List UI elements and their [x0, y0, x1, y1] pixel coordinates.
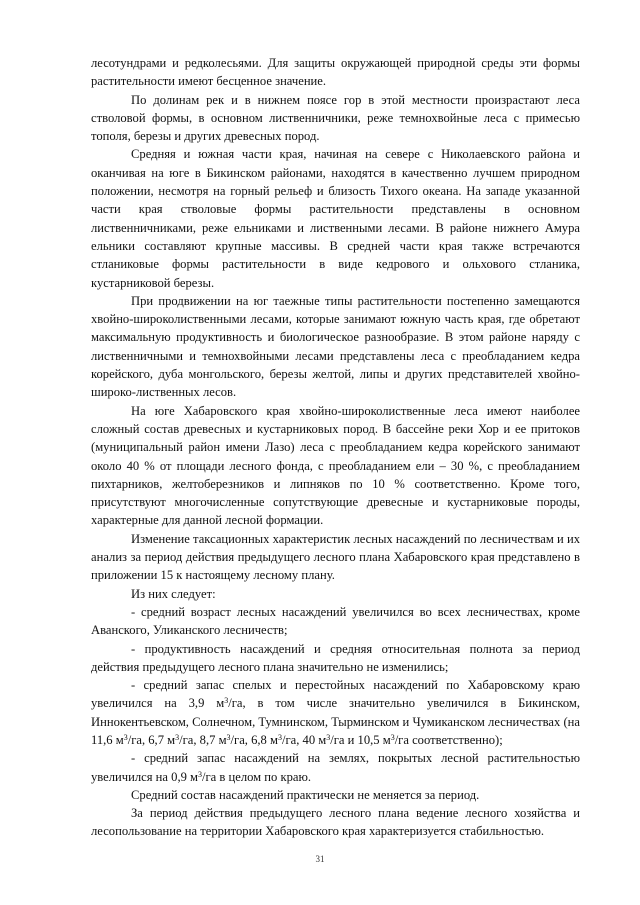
- text-run: /га, 6,8 м: [230, 732, 278, 747]
- superscript: 3: [277, 732, 282, 742]
- paragraph: По долинам рек и в нижнем поясе гор в этой местности произрастают леса стволовой формы, в основном лиственничники, реже темнохвойные леса с примесью тополя, березы и других древесных пород.: [91, 92, 580, 144]
- paragraph: Средний состав насаждений практически не меняется за период.: [131, 787, 480, 802]
- superscript: 3: [326, 732, 331, 742]
- text-run: /га, в том числе значительно увеличился в Бикинском, Иннокентьевском, Солнечном, Тумнинском, Тырминском и Чумиканском лесничествах (на 11,6 м: [91, 696, 580, 747]
- superscript: 3: [198, 769, 203, 779]
- list-item: [91, 749, 580, 786]
- document-body: [91, 54, 580, 841]
- superscript: 3: [390, 732, 395, 742]
- paragraph: Изменение таксационных характеристик лесных насаждений по лесничествам и их анализ за период действия предыдущего лесного плана Хабаровского края представлено в приложении 15 к настоящему лесному плану.: [91, 531, 580, 583]
- text-run: /га соответственно);: [394, 732, 503, 747]
- superscript: 3: [226, 732, 231, 742]
- text-run: /га, 40 м: [281, 732, 327, 747]
- text-run: /га и 10,5 м: [330, 732, 391, 747]
- paragraph: Из них следует:: [131, 586, 216, 601]
- list-item: - продуктивность насаждений и средняя относительная полнота за период действия предыдущего лесного плана значительно не изменились;: [91, 641, 580, 674]
- list-item: - средний возраст лесных насаждений увеличился во всех лесничествах, кроме Аванского, Уликанского лесничеств;: [91, 604, 580, 638]
- text-run: /га, 6,7 м: [127, 732, 176, 747]
- paragraph: лесотундрами и редколесьями. Для защиты окружающей природной среды эти формы растительности имеют бесценное значение.: [91, 56, 580, 89]
- paragraph: На юге Хабаровского края хвойно-широколиственные леса имеют наиболее сложный состав древесных и кустарниковых пород. В бассейне реки Хор и ее притоков (муниципальный район имени Лазо) леса с преобладанием кедра корейского занимают около 40 % от площади лесного фонда, с преобладанием ели – 30 %, с преобладанием пихтарников, желтоберезников и липняков по 10 % соответственно. Кроме того, присутствуют многочисленные сопутствующие древесные и кустарниковые породы, характерные для данной лесной формации.: [91, 403, 580, 528]
- paragraph: За период действия предыдущего лесного плана ведение лесного хозяйства и лесопользование на территории Хабаровского края характеризуется стабильностью.: [91, 806, 580, 839]
- superscript: 3: [224, 696, 229, 706]
- text-run: - средний запас спелых и перестойных насаждений по Хабаровскому краю увеличился на 3,9 м: [91, 678, 580, 711]
- list-item: [91, 676, 580, 749]
- paragraph: При продвижении на юг таежные типы растительности постепенно замещаются хвойно-широколиственными лесами, которые занимают южную часть края, где обретают максимальную продуктивность и биологическое разнообразие. В этом районе наряду с лиственничными и темнохвойными лесами представлены леса с преобладанием кедра корейского, дуба монгольского, березы желтой, липы и других представителей хвойно-широко-лиственных лесов.: [91, 293, 580, 400]
- superscript: 3: [123, 732, 128, 742]
- text-run: /га в целом по краю.: [202, 769, 312, 784]
- page-number: 31: [315, 854, 325, 864]
- text-run: - средний запас насаждений на землях, покрытых лесной растительностью увеличился на 0,9 м: [91, 751, 580, 784]
- paragraph: Средняя и южная части края, начиная на севере с Николаевского района и оканчивая на юге в Бикинском районами, находятся в качественно лучшем природном положении, несмотря на горный рельеф и близость Тихого океана. На западе указанной части края стволовые формы растительности представлены в основном лиственничниками, реже ельниками и лиственными лесами. В районе нижнего Амура ельники составляют крупные массивы. В средней части края также встречаются стланиковые формы растительности в виде кедрового и ольхового стланика, кустарниковой березы.: [91, 147, 580, 290]
- superscript: 3: [175, 732, 180, 742]
- text-run: /га, 8,7 м: [179, 732, 227, 747]
